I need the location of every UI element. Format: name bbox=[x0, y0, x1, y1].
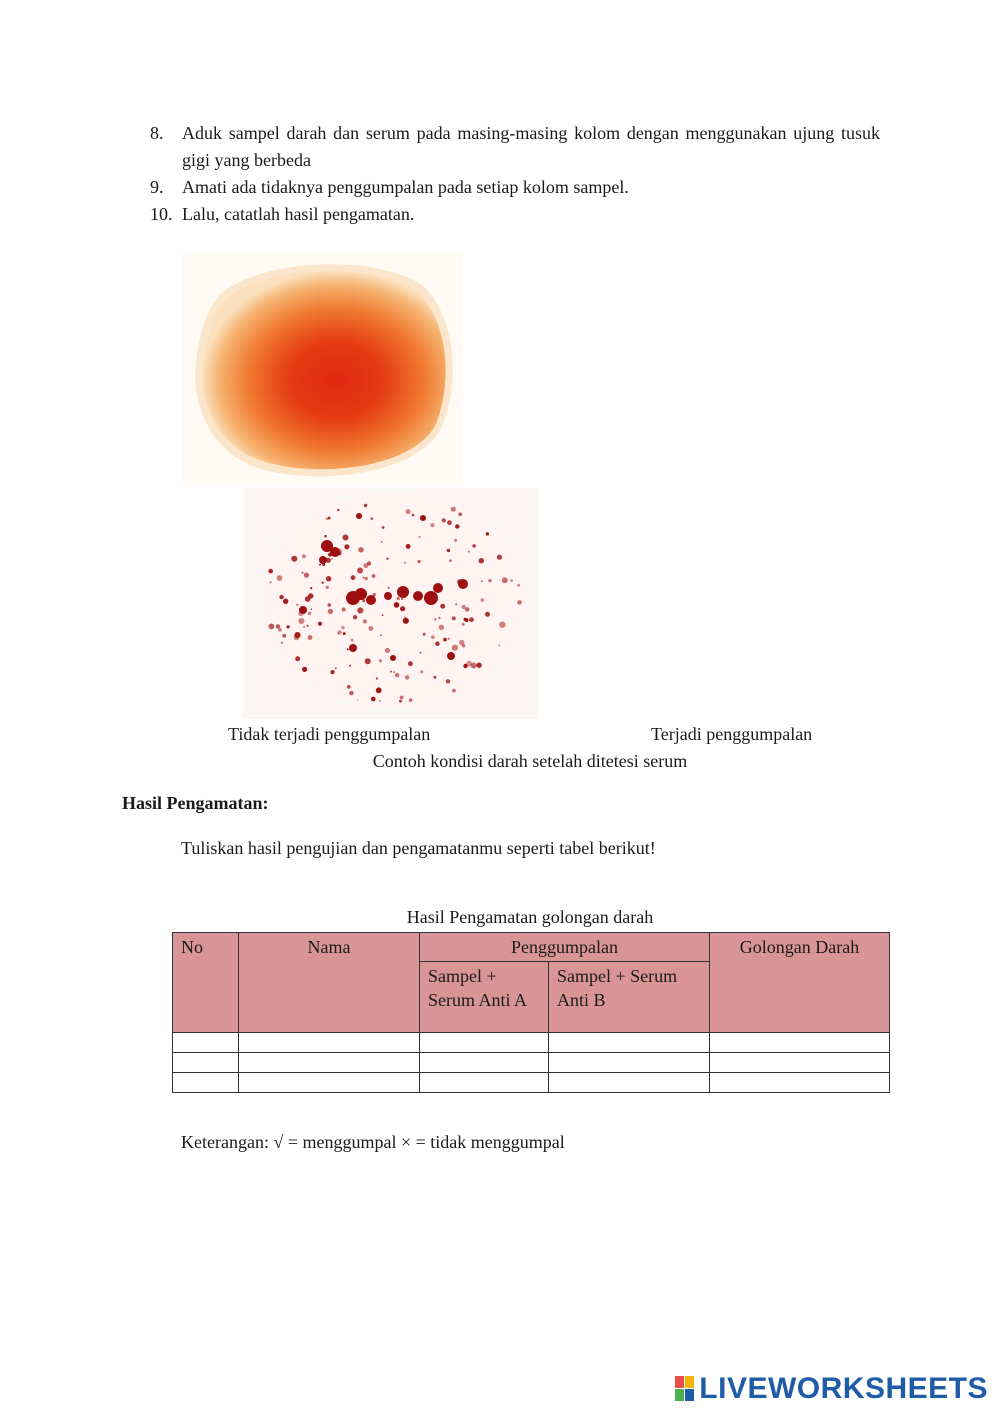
label-clumping: Terjadi penggumpalan bbox=[651, 724, 813, 744]
step-item bbox=[150, 120, 880, 174]
clumping-image bbox=[243, 488, 539, 719]
header-anti-a: Sampel + Serum Anti A bbox=[420, 962, 549, 1033]
cell-anti-a[interactable] bbox=[420, 1073, 549, 1093]
section-heading: Hasil Pengamatan: bbox=[122, 793, 269, 813]
table-row bbox=[173, 1073, 890, 1093]
step-number: 10. bbox=[150, 204, 173, 224]
header-nama: Nama bbox=[239, 933, 420, 1033]
step-item bbox=[150, 174, 880, 201]
figure-caption: Contoh kondisi darah setelah ditetesi serum bbox=[372, 751, 688, 771]
cell-no[interactable] bbox=[173, 1033, 239, 1053]
label-no-clumping: Tidak terjadi penggumpalan bbox=[228, 724, 431, 744]
procedure-steps bbox=[150, 120, 880, 228]
cell-golongan[interactable] bbox=[710, 1053, 890, 1073]
cell-anti-b[interactable] bbox=[549, 1033, 710, 1053]
cell-nama[interactable] bbox=[239, 1053, 420, 1073]
liveworksheets-mark-icon bbox=[675, 1376, 695, 1402]
step-text: Lalu, catatlah hasil pengamatan. bbox=[182, 204, 415, 224]
header-anti-b: Sampel + Serum Anti B bbox=[549, 962, 710, 1033]
instruction-text: Tuliskan hasil pengujian dan pengamatanmu seperti tabel berikut! bbox=[181, 838, 656, 858]
cell-anti-a[interactable] bbox=[420, 1033, 549, 1053]
cell-no[interactable] bbox=[173, 1053, 239, 1073]
legend-text: Keterangan: √ = menggumpal × = tidak menggumpal bbox=[181, 1132, 565, 1152]
cell-nama[interactable] bbox=[239, 1033, 420, 1053]
step-text: Amati ada tidaknya penggumpalan pada setiap kolom sampel. bbox=[182, 177, 629, 197]
brand-name: LIVEWORKSHEETS bbox=[699, 1372, 988, 1405]
table-title: Hasil Pengamatan golongan darah bbox=[406, 907, 654, 927]
no-clumping-image bbox=[181, 254, 463, 486]
step-item bbox=[150, 201, 880, 228]
table-row bbox=[173, 1053, 890, 1073]
cell-anti-b[interactable] bbox=[549, 1073, 710, 1093]
cell-anti-a[interactable] bbox=[420, 1053, 549, 1073]
header-no: No bbox=[173, 933, 239, 1033]
step-text: Aduk sampel darah dan serum pada masing-masing kolom dengan menggunakan ujung tusuk gigi yang berbeda bbox=[182, 123, 880, 170]
header-golongan-darah: Golongan Darah bbox=[710, 933, 890, 1033]
cell-golongan[interactable] bbox=[710, 1073, 890, 1093]
cell-golongan[interactable] bbox=[710, 1033, 890, 1053]
liveworksheets-logo bbox=[675, 1372, 988, 1406]
step-number: 9. bbox=[150, 177, 164, 197]
table-row bbox=[173, 1033, 890, 1053]
header-penggumpalan: Penggumpalan bbox=[420, 933, 710, 962]
observation-table bbox=[172, 932, 890, 1093]
step-number: 8. bbox=[150, 123, 164, 143]
cell-nama[interactable] bbox=[239, 1073, 420, 1093]
cell-no[interactable] bbox=[173, 1073, 239, 1093]
cell-anti-b[interactable] bbox=[549, 1053, 710, 1073]
